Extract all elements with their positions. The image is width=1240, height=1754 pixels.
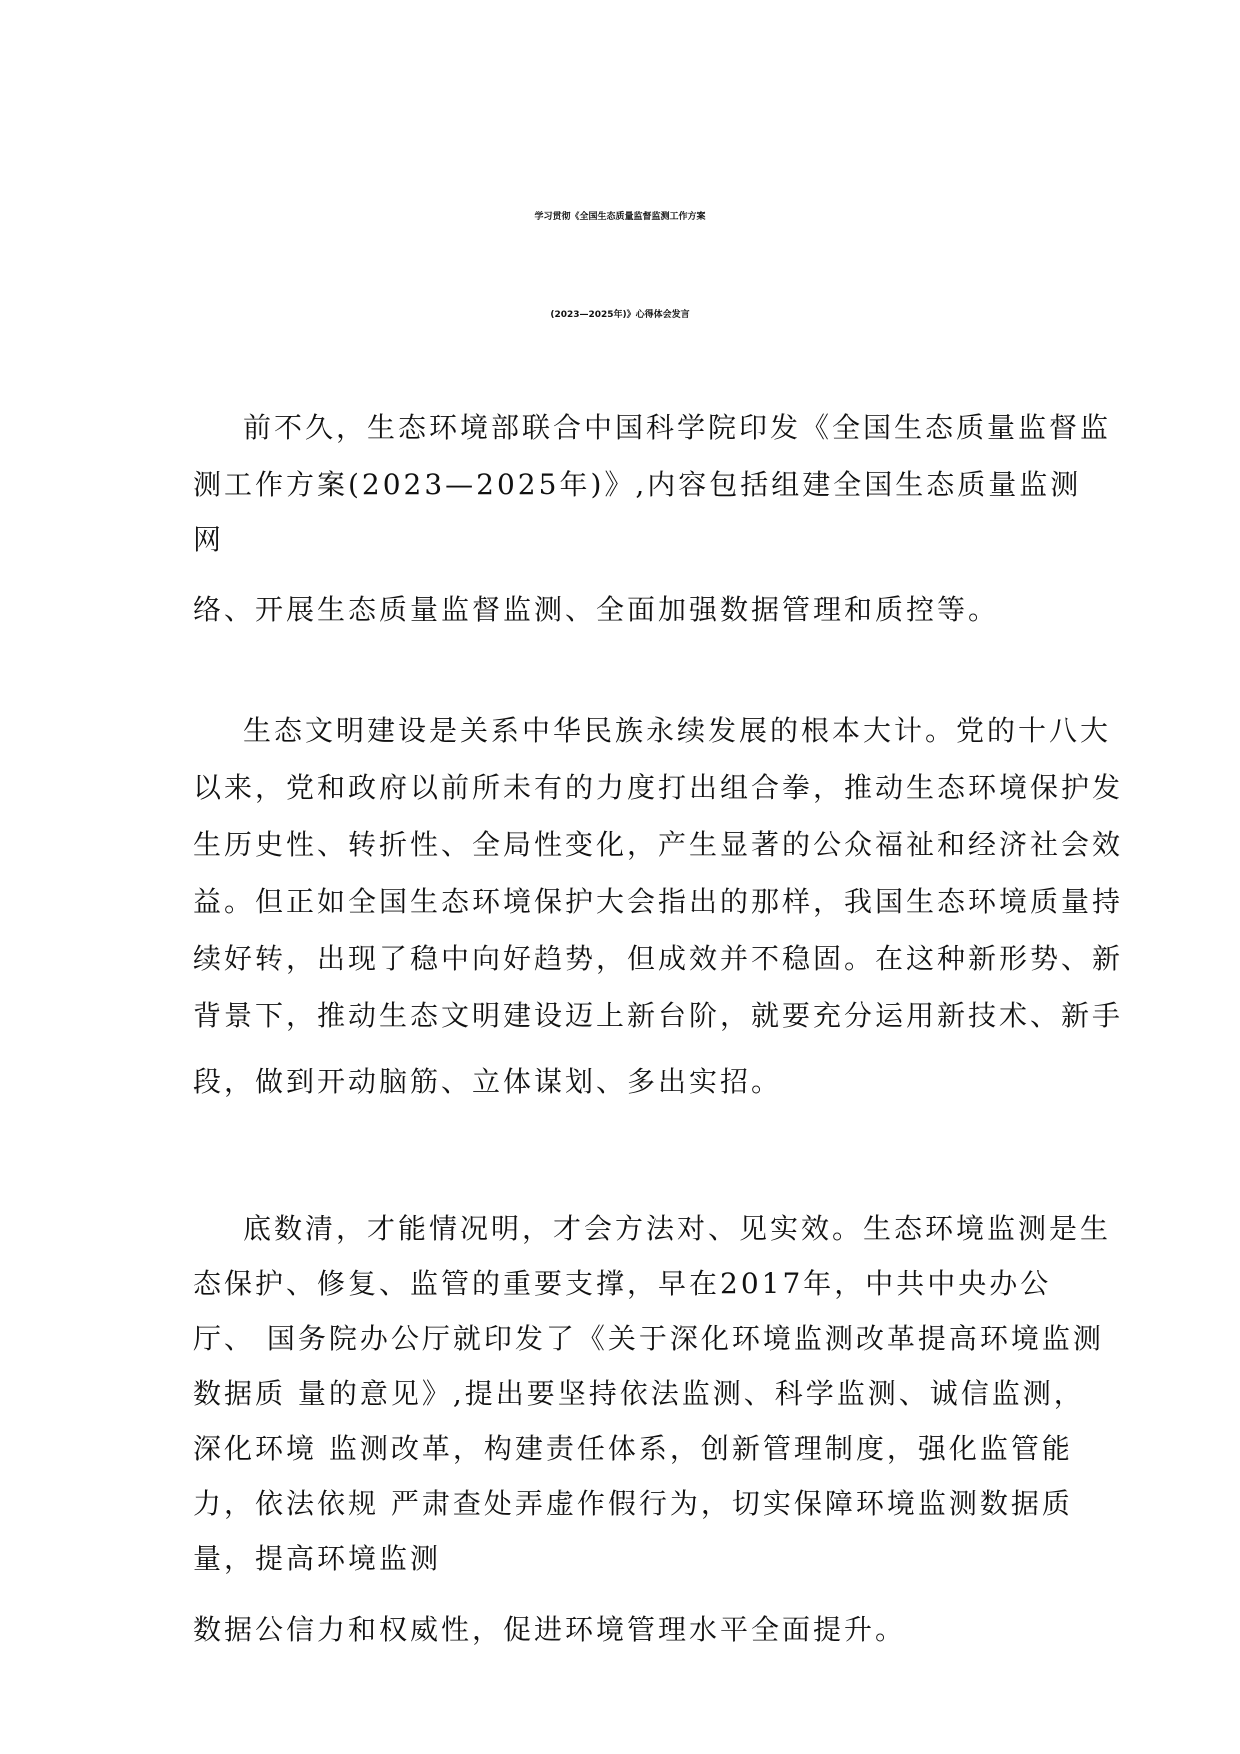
paragraph-line: 前不久，生态环境部联合中国科学院印发《全国生态质量监督监	[243, 411, 1112, 444]
paragraph-line: 力，依法依规 严肃查处弄虚作假行为，切实保障环境监测数据质	[193, 1487, 1073, 1520]
paragraph-line: 厅、 国务院办公厅就印发了《关于深化环境监测改革提高环境监测	[193, 1322, 1104, 1355]
paragraph-line: 生态文明建设是关系中华民族永续发展的根本大计。党的十八大	[243, 714, 1112, 747]
paragraph-line: 背景下，推动生态文明建设迈上新台阶，就要充分运用新技术、新手	[193, 999, 1124, 1032]
paragraph-line: 生历史性、转折性、全局性变化，产生显著的公众福祉和经济社会效	[193, 828, 1124, 861]
paragraph-line: 数据公信力和权威性，促进环境管理水平全面提升。	[193, 1613, 907, 1646]
title-line-1: 学习贯彻《全国生态质量监督监测工作方案	[534, 212, 706, 222]
paragraph-line: 量，提高环境监测	[193, 1542, 442, 1575]
paragraph-line: 续好转，出现了稳中向好趋势，但成效并不稳固。在这种新形势、新	[193, 942, 1124, 975]
paragraph-line: 深化环境 监测改革，构建责任体系，创新管理制度，强化监管能	[193, 1432, 1073, 1465]
paragraph-line: 以来，党和政府以前所未有的力度打出组合拳，推动生态环境保护发	[193, 771, 1124, 804]
paragraph-line: 网	[193, 523, 225, 556]
paragraph-line: 测工作方案(2023—2025年)》,内容包括组建全国生态质量监测	[193, 468, 1082, 501]
paragraph-line: 段，做到开动脑筋、立体谋划、多出实招。	[193, 1065, 783, 1098]
paragraph-line: 底数清，才能情况明，才会方法对、见实效。生态环境监测是生	[243, 1212, 1112, 1245]
paragraph-line: 态保护、修复、监管的重要支撑，早在2017年，中共中央办公	[193, 1267, 1052, 1300]
paragraph-line: 益。但正如全国生态环境保护大会指出的那样，我国生态环境质量持	[193, 885, 1124, 918]
paragraph-line: 络、开展生态质量监督监测、全面加强数据管理和质控等。	[193, 593, 1000, 626]
paragraph-line: 数据质 量的意见》,提出要坚持依法监测、科学监测、诚信监测，	[193, 1377, 1085, 1410]
title-line-2: (2023—2025年)》心得体会发言	[550, 310, 690, 320]
